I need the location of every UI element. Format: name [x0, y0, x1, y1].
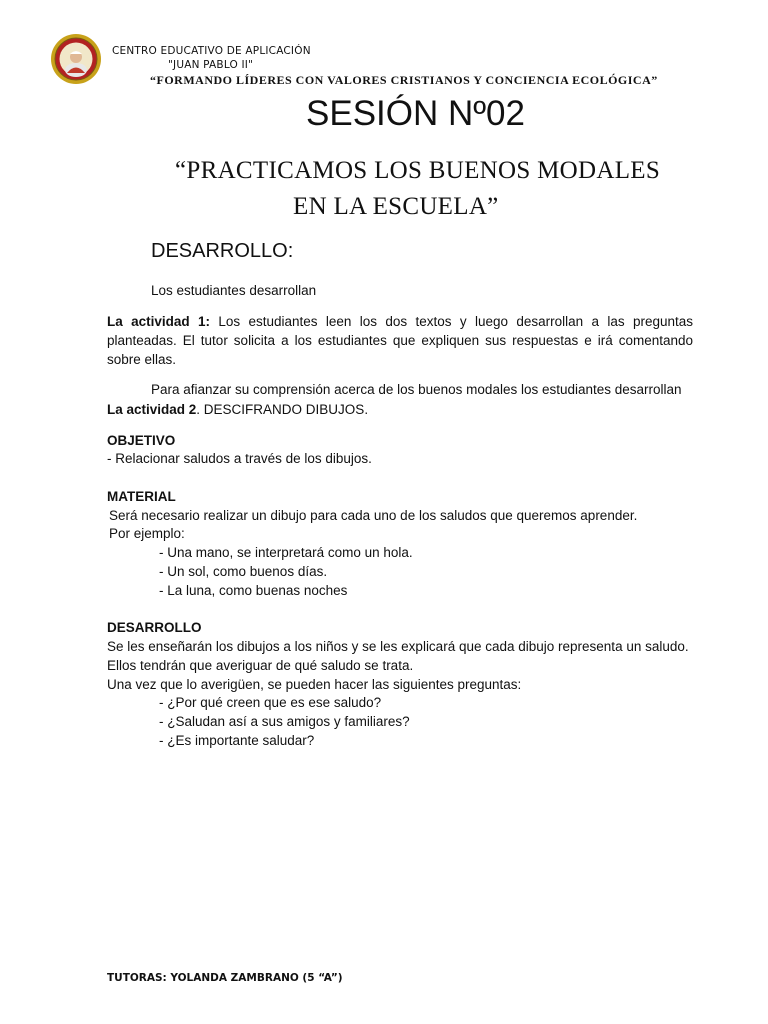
desarrollo-paragraph-1: Se les enseñarán los dibujos a los niños y se les explicará que cada dibujo representa un saludo.: [107, 639, 689, 654]
main-title-line-1: “PRACTICAMOS LOS BUENOS MODALES: [175, 157, 661, 184]
school-subtitle: "JUAN PABLO II": [168, 59, 254, 71]
school-name: CENTRO EDUCATIVO DE APLICACIÓN: [112, 45, 311, 57]
objetivo-text: - Relacionar saludos a través de los dibujos.: [107, 451, 372, 466]
activity-2-intro: Para afianzar su comprensión acerca de los buenos modales los estudiantes desarrollan: [151, 382, 682, 397]
activity-1-text: Los estudiantes leen los dos textos y luego desarrollan a las preguntas planteadas. El tutor solicita a los estudiantes que expliquen sus respuestas e irá comentando sobre ellas.: [107, 314, 693, 367]
desarrollo-heading: DESARROLLO:: [151, 240, 294, 262]
intro-text: Los estudiantes desarrollan: [151, 283, 317, 298]
activity-2-label: La actividad 2: [107, 402, 197, 417]
material-list-item: - Una mano, se interpretará como un hola.: [159, 545, 413, 560]
objetivo-heading: OBJETIVO: [107, 433, 176, 448]
activity-2-text: . DESCIFRANDO DIBUJOS.: [196, 402, 369, 417]
material-list-item: - Un sol, como buenos días.: [159, 564, 328, 579]
desarrollo-section-heading: DESARROLLO: [107, 620, 202, 635]
material-example-label: Por ejemplo:: [109, 526, 185, 541]
activity-1-paragraph: [107, 312, 693, 369]
question-item: - ¿Es importante saludar?: [159, 733, 315, 748]
material-text: Será necesario realizar un dibujo para cada uno de los saludos que queremos aprender.: [109, 508, 638, 523]
activity-1-label: La actividad 1:: [107, 314, 210, 329]
main-title-line-2: EN LA ESCUELA”: [293, 193, 499, 220]
activity-2-paragraph: [107, 400, 368, 419]
material-heading: MATERIAL: [107, 489, 176, 504]
desarrollo-paragraph-2: Ellos tendrán que averiguar de qué saludo se trata.: [107, 658, 414, 673]
school-motto: “FORMANDO LÍDERES CON VALORES CRISTIANOS Y CONCIENCIA ECOLÓGICA”: [150, 73, 658, 87]
question-item: - ¿Por qué creen que es ese saludo?: [159, 695, 382, 710]
school-crest-logo: [50, 33, 102, 85]
material-list-item: - La luna, como buenas noches: [159, 583, 348, 598]
session-title: SESIÓN Nº02: [306, 94, 525, 133]
tutors-footer: TUTORAS: YOLANDA ZAMBRANO (5 “A”): [107, 972, 343, 984]
desarrollo-paragraph-3: Una vez que lo averigüen, se pueden hacer las siguientes preguntas:: [107, 677, 522, 692]
question-item: - ¿Saludan así a sus amigos y familiares?: [159, 714, 410, 729]
